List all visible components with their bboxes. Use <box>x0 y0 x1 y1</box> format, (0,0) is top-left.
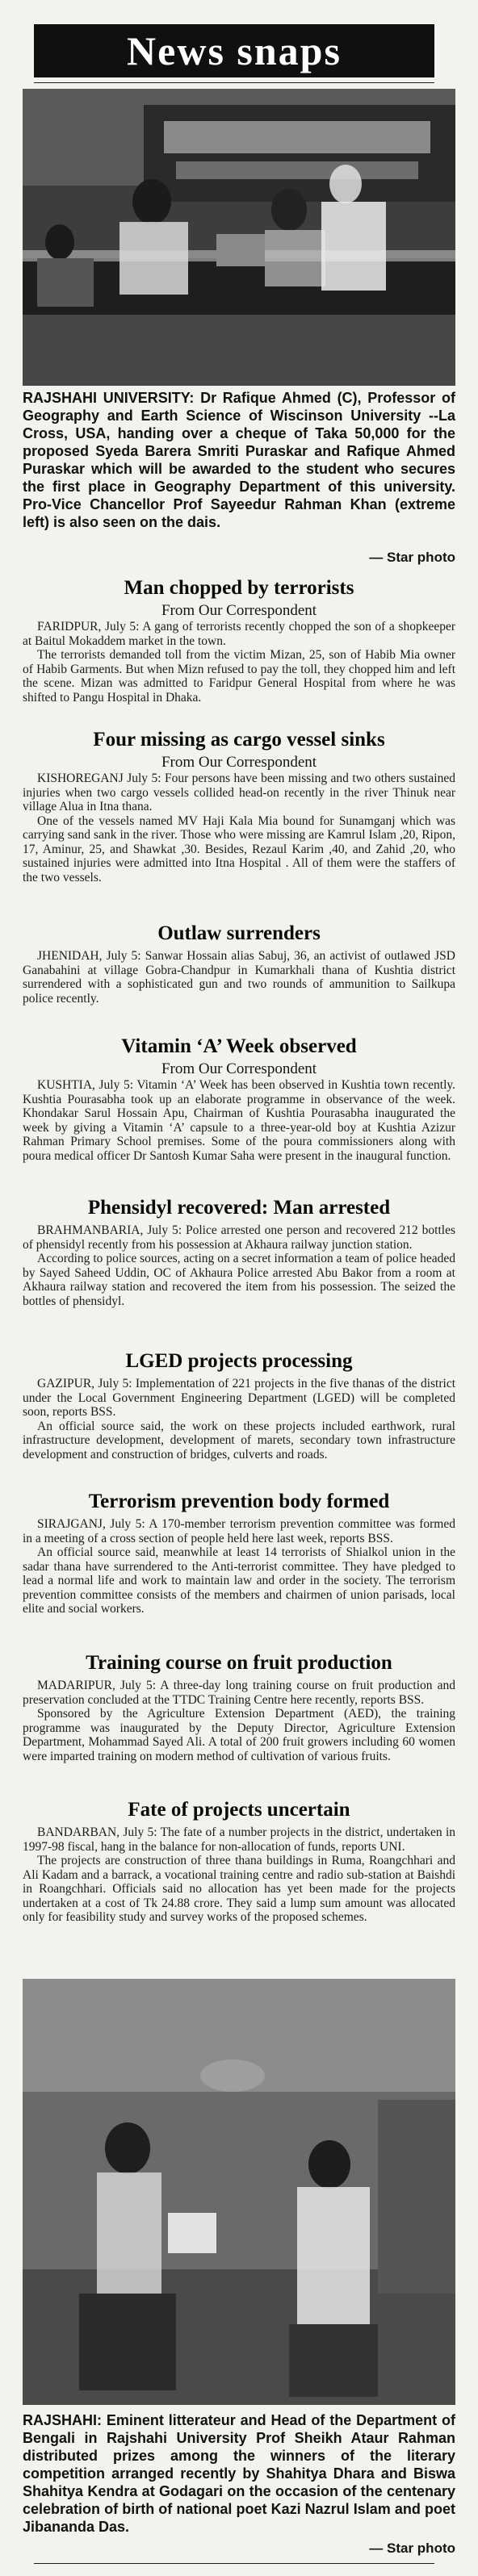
photo2-caption: RAJSHAHI: Eminent litterateur and Head of the Department of Bengali in Rajshahi University Prof Sheikh Ataur Rahman distributed prizes among the winners of the literary competition arranged recently by Shahitya Dhara and Biswa Shahitya Kendra at Godagari on the occasion of the centenary celebration of birth of national poet Kazi Nazrul Islam and poet Jibananda Das. <box>23 2412 455 2535</box>
story-headline: Training course on fruit production <box>86 1652 392 1674</box>
story-headline: Four missing as cargo vessel sinks <box>93 729 385 751</box>
story-headline: Terrorism prevention body formed <box>88 1491 390 1512</box>
story-paragraph: An official source said, the work on these projects included earthwork, rural infrastructure development, development of marets, secondary town infrastructure development and construction of bridges, culverts and roads. <box>23 1419 455 1462</box>
story-headline: Vitamin ‘A’ Week observed <box>121 1035 357 1057</box>
photo-image <box>23 1979 455 2405</box>
photo-rajshahi-prize <box>23 1979 455 2405</box>
story-paragraph: One of the vessels named MV Haji Kala Mia bound for Sunamganj which was carrying sand sank in the river. Those who were missing are Kamrul Islam ,20, Ripon, 17, Aminur, 25, and Shawkat ,30. Besides, Rezaul Karim ,40, and Zahid ,20, who sustained injuries were admitted into Itna Hospital . All of them were the staffers of the two vessels. <box>23 813 455 884</box>
story-paragraph: KUSHTIA, July 5: Vitamin ‘A’ Week has been observed in Kushtia town recently. Kushtia Pourasabha took up an elaborate programme in observance of the week. Khondakar Sarul Hossain Apu, Chairman of Kushtia Pourasabha inaugurated the week by giving a Vitamin ‘A’ capsule to a three-year-old boy at Kushtia Azizur Rahman Primary School premises. Some of the poura commissioners along with poura medical officer Dr Santosh Kumar Saha were present in the inaugural function. <box>23 1078 455 1163</box>
story-headline: Fate of projects uncertain <box>128 1799 350 1821</box>
story-paragraph: An official source said, meanwhile at least 14 terrorists of Shialkol union in the sadar thana have surrendered to the Anti-terrorist committee. They have pledged to lead a normal life and work to maintain law and order in the society. The terrorism prevention committee consists of the members and chairmen of union parisads, local elite and social workers. <box>23 1545 455 1616</box>
story-paragraph: SIRAJGANJ, July 5: A 170-member terrorism prevention committee was formed in a meeting of a cross section of people held here last week, reports BSS. <box>23 1517 455 1545</box>
story-byline: From Our Correspondent <box>161 1060 317 1077</box>
story-outlaw-surrenders <box>23 922 455 1006</box>
story-paragraph: Sponsored by the Agriculture Extension Department (AED), the training programme was inaugurated by the Deputy Director, Agriculture Extension Department, Mohammad Sayed Ali. A total of 200 fruit growers including 60 women were imparted training on modern method of cultivation of various fruits. <box>23 1707 455 1763</box>
story-paragraph: BANDARBAN, July 5: The fate of a number projects in the district, undertaken in 1997-98 fiscal, hang in the balance for non-allocation of funds, reports UNI. <box>23 1825 455 1854</box>
masthead <box>34 24 434 77</box>
story-paragraph: KISHOREGANJ July 5: Four persons have been missing and two others sustained injuries when two cargo vessels collided head-on recently in the river Thinuk near village Alua in Itna thana. <box>23 772 455 813</box>
story-paragraph: BRAHMANBARIA, July 5: Police arrested one person and recovered 212 bottles of phensidyl recently from his possession at Akhaura railway junction station. <box>23 1223 455 1252</box>
story-headline: Phensidyl recovered: Man arrested <box>87 1197 391 1219</box>
story-paragraph: GAZIPUR, July 5: Implementation of 221 projects in the five thanas of the district under the Local Government Engineering Department (LGED) will be completed soon, reports BSS. <box>23 1377 455 1419</box>
story-headline: Outlaw surrenders <box>157 922 321 944</box>
story-man-chopped <box>23 576 455 705</box>
photo-image <box>23 89 455 386</box>
photo-rajshahi-university <box>23 89 455 386</box>
photo1-caption: RAJSHAHI UNIVERSITY: Dr Rafique Ahmed (C), Professor of Geography and Earth Science of Wiscinson University --La Cross, USA, handing over a cheque of Taka 50,000 for the proposed Syeda Barera Smriti Puraskar and Rafique Ahmed Puraskar which will be awarded to the student who secures the first place in Geography Department of this university. Pro-Vice Chancellor Prof Sayeedur Rahman Khan (extreme left) is also seen on the dais. <box>23 390 455 530</box>
photo2-credit: — Star photo <box>369 2540 455 2556</box>
story-paragraph: The projects are construction of three thana buildings in Ruma, Roangchhari and Ali Kadam and a barrack, a vocational training centre and radio sub-station at Baishdi in Roangchhari. Officials said no allocation has yet been made for the projects undertaken at a cost of Tk 24.88 crore. They said a lump sum amount was allocated only for feasibility study and survey works of the proposed schemes. <box>23 1854 455 1924</box>
bottom-rule <box>34 2563 434 2564</box>
story-projects-uncertain <box>23 1798 455 1925</box>
story-fruit-production <box>23 1651 455 1763</box>
story-paragraph: MADARIPUR, July 5: A three-day long training course on fruit production and preservation concluded at the TTDC Training Centre here recently, reports BSS. <box>23 1679 455 1707</box>
story-byline: From Our Correspondent <box>161 602 317 619</box>
masthead-title: News snaps <box>127 28 342 73</box>
story-headline: LGED projects processing <box>125 1350 353 1372</box>
story-paragraph: According to police sources, acting on a secret information a team of police headed by Sayed Saheed Uddin, OC of Akhaura Police arrested Abu Bakor from a room at Akhaura railway station and recovered the item from his possession. The seized the bottles of phensidyl. <box>23 1252 455 1308</box>
story-lged-projects <box>23 1349 455 1462</box>
story-headline: Man chopped by terrorists <box>124 577 354 599</box>
story-vitamin-a-week <box>23 1035 455 1163</box>
masthead-rule <box>34 82 434 83</box>
story-paragraph: The terrorists demanded toll from the victim Mizan, 25, son of Habib Mia owner of Habib Garments. But when Mizn refused to pay the toll, they chopped him and left the scene. Mizan was admitted to Faridpur General Hospital from where he was shifted to Pangu Hospital in Dhaka. <box>23 648 455 705</box>
story-paragraph: JHENIDAH, July 5: Sanwar Hossain alias Sabuj, 36, an activist of outlawed JSD Ganabahini at village Gobra-Chandpur in Kumarkhali thana of Kushtia district surrendered with a sophisticated gun and two rounds of ammunition to Sailkupa police recently. <box>23 949 455 1006</box>
story-cargo-vessel <box>23 728 455 884</box>
story-byline: From Our Correspondent <box>161 754 317 771</box>
photo1-credit: — Star photo <box>369 550 455 565</box>
story-terrorism-prevention <box>23 1490 455 1616</box>
story-phensidyl <box>23 1196 455 1308</box>
story-paragraph: FARIDPUR, July 5: A gang of terrorists recently chopped the son of a shopkeeper at Baitul Mokaddem market in the town. <box>23 620 455 648</box>
